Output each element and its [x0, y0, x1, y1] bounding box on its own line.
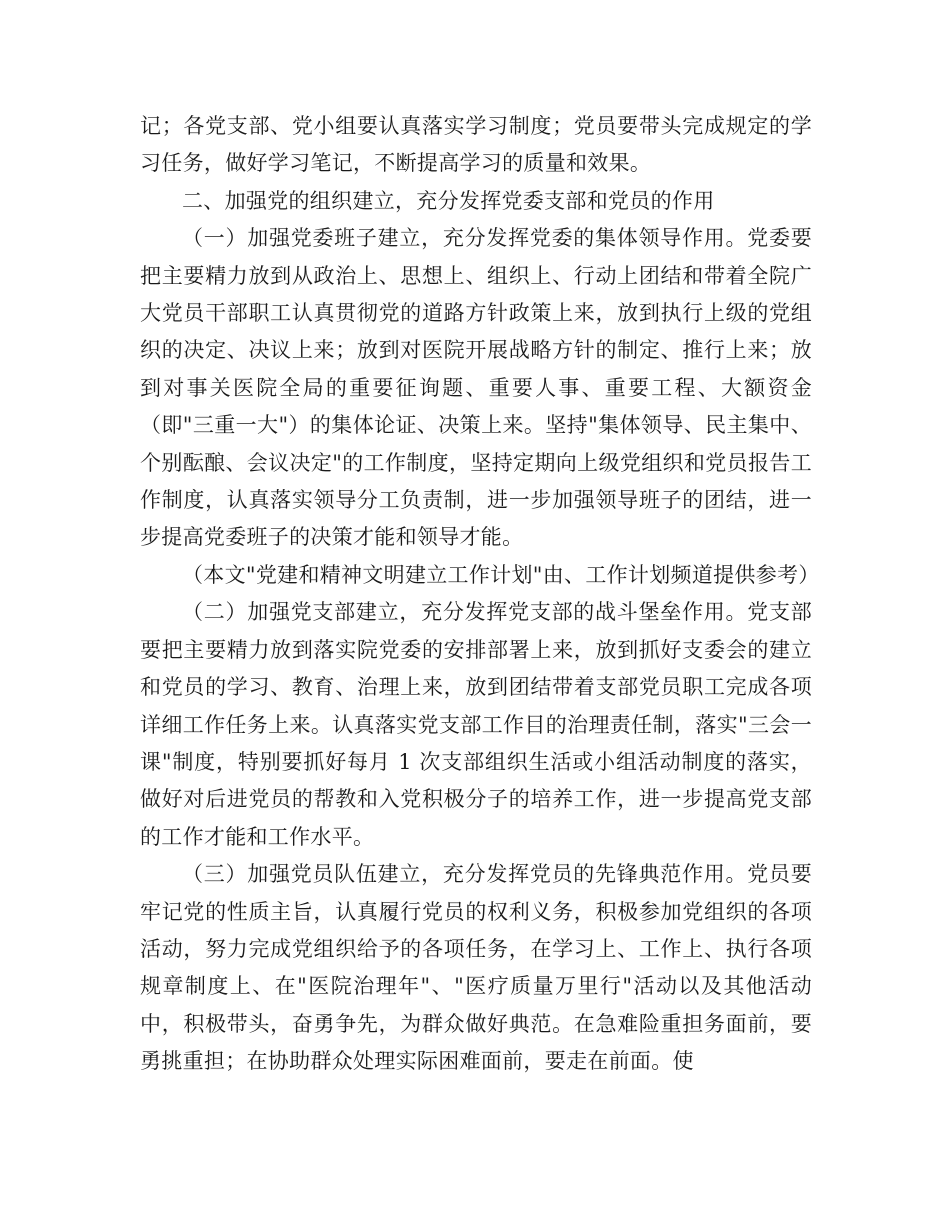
document-body [140, 108, 820, 1081]
paragraph-party-committee: （一）加强党委班子建立，充分发挥党委的集体领导作用。党委要把主要精力放到从政治上、思想上、组织上、行动上团结和带着全院广大党员干部职工认真贯彻党的道路方针政策上来，放到执行上级的党组织的决定、决议上来；放到对医院开展战略方针的制定、推行上来；放到对事关医院全局的重要征询题、重要人事、重要工程、大额资金（即"三重一大"）的集体论证、决策上来。坚持"集体领导、民主集中、个别酝酿、会议决定"的工作制度，坚持定期向上级党组织和党员报告工作制度，认真落实领导分工负责制，进一步加强领导班子的团结，进一步提高党委班子的决策才能和领导才能。 [140, 226, 812, 550]
paragraph-continuation: 记；各党支部、党小组要认真落实学习制度；党员要带头完成规定的学习任务，做好学习笔记，不断提高学习的质量和效果。 [140, 114, 812, 176]
paragraph-party-members: （三）加强党员队伍建立，充分发挥党员的先锋典范作用。党员要牢记党的性质主旨，认真履行党员的权利义务，积极参加党组织的各项活动，努力完成党组织给予的各项任务，在学习上、工作上、执行各项规章制度上、在"医院治理年"、"医疗质量万里行"活动以及其他活动中，积极带头，奋勇争先，为群众做好典范。在急难险重担务面前，要勇挑重担；在协助群众处理实际困难面前，要走在前面。使 [140, 862, 812, 1074]
source-note: （本文"党建和精神文明建立工作计划"由、工作计划频道提供参考） [182, 562, 820, 587]
section-heading: 二、加强党的组织建立，充分发挥党委支部和党员的作用 [182, 188, 715, 213]
paragraph-party-branch: （二）加强党支部建立，充分发挥党支部的战斗堡垒作用。党支部要把主要精力放到落实院党委的安排部署上来，放到抓好支委会的建立和党员的学习、教育、治理上来，放到团结带着支部党员职工完成各项详细工作任务上来。认真落实党支部工作目的治理责任制，落实"三会一课"制度，特别要抓好每月 1 次支部组织生活或小组活动制度的落实，做好对后进党员的帮教和入党积极分子的培养工作，进一步提高党支部的工作才能和工作水平。 [140, 600, 812, 849]
